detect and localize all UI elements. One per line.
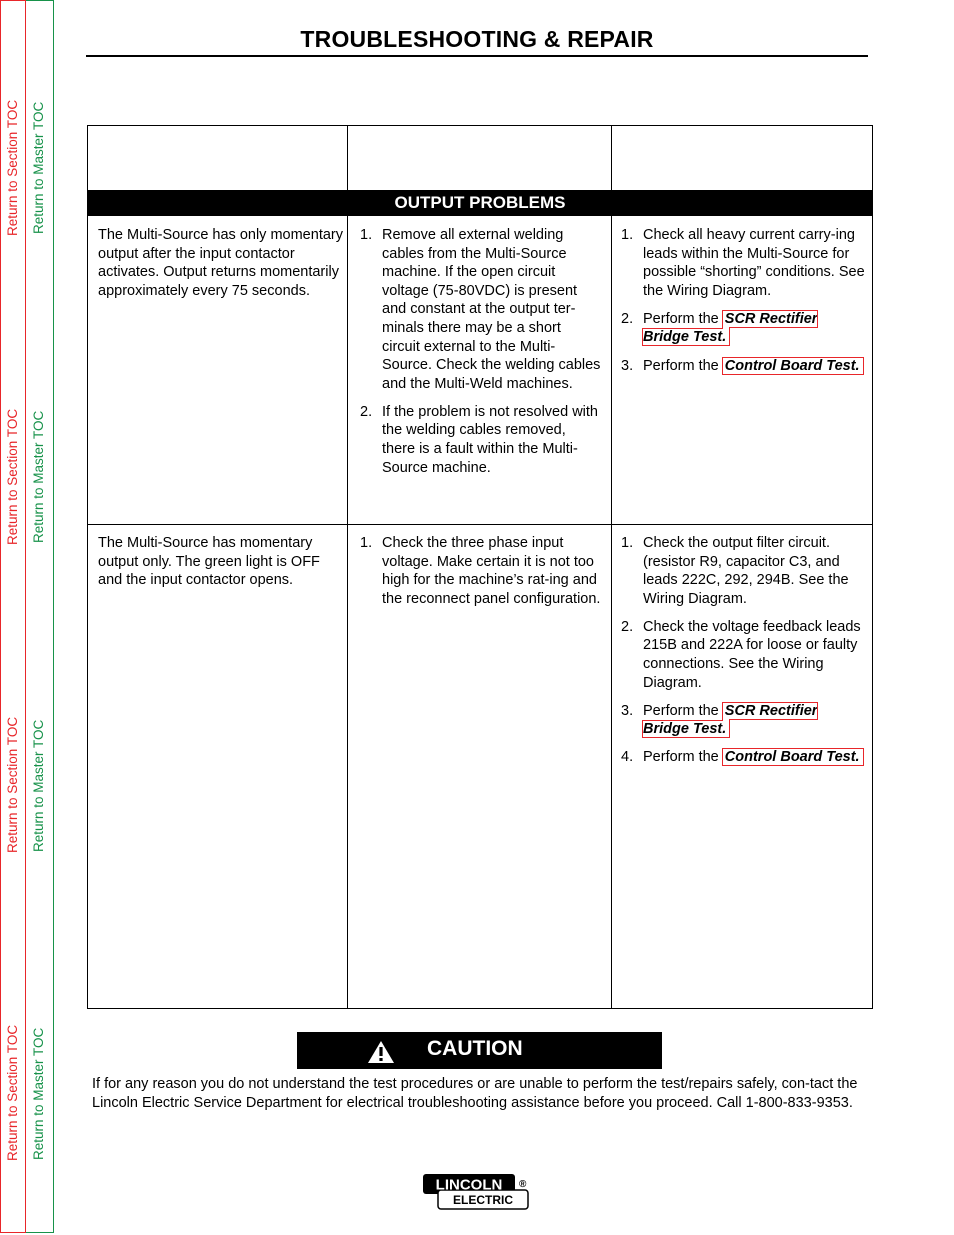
- scr-rectifier-bridge-test-link[interactable]: SCR Rectifier Bridge Test.: [643, 310, 818, 346]
- list-item: 1. Check the three phase input voltage. Make certain it is not too high for the machine’s rat-ing and the reconnect panel configuration.: [360, 535, 601, 607]
- lincoln-electric-logo: [423, 1173, 530, 1211]
- troubleshooting-table: [87, 125, 873, 1009]
- list-item: 1. Check the output filter circuit. (resistor R9, capacitor C3, and leads 222C, 292, 294B. See the Wiring Diagram.: [621, 535, 849, 607]
- scr-rectifier-bridge-test-link[interactable]: SCR Rectifier Bridge Test.: [643, 702, 818, 738]
- return-to-master-toc-link[interactable]: Return to Master TOC: [31, 1027, 46, 1160]
- logo-line1: LINCOLN: [435, 1176, 503, 1194]
- title-divider: [86, 55, 868, 57]
- caution-text: If for any reason you do not understand the test procedures or are unable to perform the test/repairs safely, con-tact the Lincoln Electric Service Department for electrical troubleshooting assistance before you proceed. Call 1-800-833-9353.: [92, 1076, 858, 1111]
- return-to-master-toc-link[interactable]: Return to Master TOC: [31, 101, 46, 234]
- page-title: TROUBLESHOOTING & REPAIR: [300, 26, 654, 52]
- possible-causes-cell: [360, 534, 602, 618]
- return-to-section-toc-link[interactable]: Return to Section TOC: [5, 99, 20, 236]
- return-to-master-toc-link[interactable]: Return to Master TOC: [31, 719, 46, 852]
- list-item: 2. Check the voltage feedback leads 215B and 222A for loose or faulty connections. See the Wiring Diagram.: [621, 618, 861, 691]
- control-board-test-link[interactable]: Control Board Test.: [723, 749, 863, 765]
- problem-text: The Multi-Source has momentary output only. The green light is OFF and the input contactor opens.: [98, 535, 320, 589]
- registered-mark: ®: [519, 1179, 527, 1190]
- control-board-test-link[interactable]: Control Board Test.: [723, 358, 863, 374]
- list-item: 1. Check all heavy current carry-ing leads within the Multi-Source for possible “shorting” conditions. See the Wiring Diagram.: [621, 227, 865, 299]
- recommended-action-cell: [621, 226, 866, 385]
- list-item: 2. Perform the SCR Rectifier Bridge Test.: [621, 310, 818, 346]
- caution-banner: [297, 1032, 662, 1069]
- column-divider: [611, 126, 612, 1008]
- list-item: 3. Perform the Control Board Test.: [621, 357, 866, 376]
- section-heading-band: OUTPUT PROBLEMS: [88, 190, 872, 216]
- logo-line2: ELECTRIC: [453, 1193, 513, 1207]
- list-item: 4. Perform the Control Board Test.: [621, 748, 866, 767]
- return-to-section-toc-link[interactable]: Return to Section TOC: [5, 716, 20, 853]
- recommended-action-cell: [621, 534, 866, 777]
- return-to-master-toc-link[interactable]: Return to Master TOC: [31, 410, 46, 543]
- list-item: 1. Remove all external welding cables from the Multi-Source machine. If the open circuit voltage (75-80VDC) is present and constant at the output ter-minals there may be a short circuit external to the Multi-Source. Check the welding cables and the Multi-Weld machines.: [360, 227, 601, 392]
- problem-cell: [98, 226, 344, 300]
- problem-text: The Multi-Source has only momentary output after the input contactor activates. Output returns momentarily approximately every 75 seconds.: [98, 227, 343, 299]
- return-to-section-toc-link[interactable]: Return to Section TOC: [5, 1024, 20, 1161]
- problem-cell: [98, 534, 344, 590]
- row-divider: [88, 524, 872, 525]
- possible-causes-cell: [360, 226, 602, 487]
- caution-label: CAUTION: [427, 1037, 523, 1060]
- list-item: 3. Perform the SCR Rectifier Bridge Test.: [621, 702, 818, 738]
- warning-triangle-icon: [367, 1040, 395, 1064]
- column-divider: [347, 126, 348, 1008]
- list-item: 2. If the problem is not resolved with the welding cables removed, there is a fault within the Multi-Source machine.: [360, 403, 598, 476]
- return-to-section-toc-link[interactable]: Return to Section TOC: [5, 408, 20, 545]
